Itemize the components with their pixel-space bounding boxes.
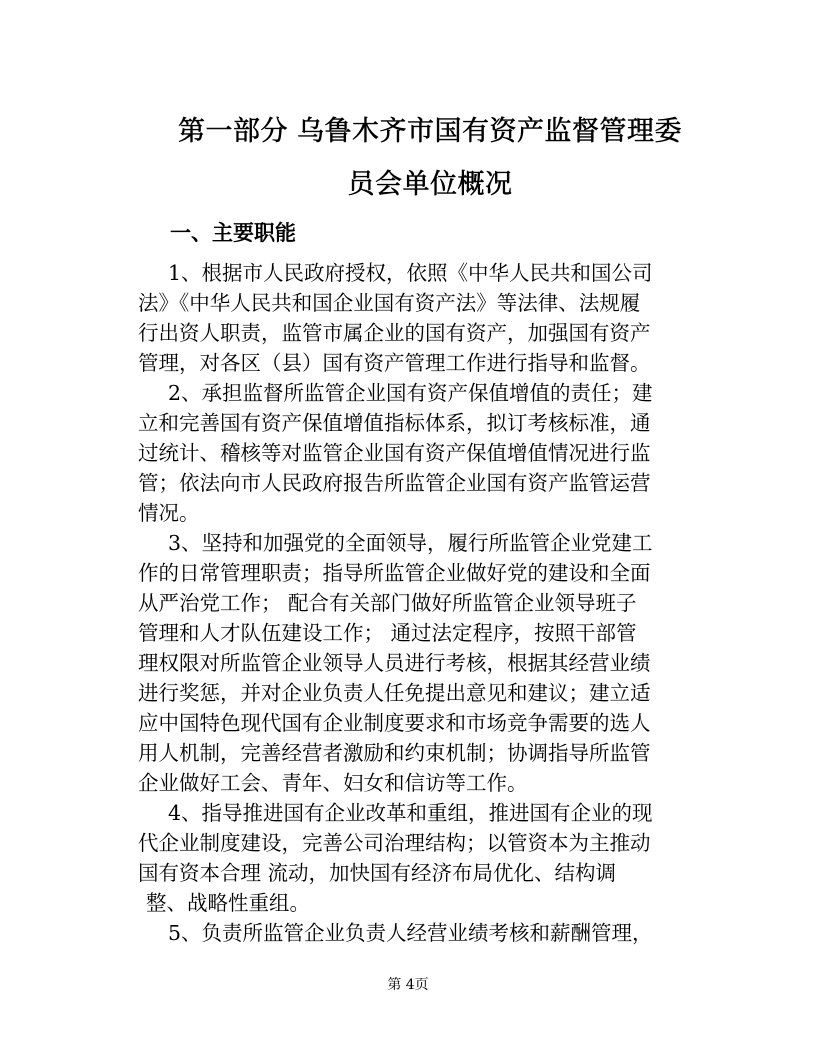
body-line: 管；依法向市人民政府报告所监管企业国有资产监管运营 <box>138 471 651 495</box>
body-line: 作的日常管理职责；指导所监管企业做好党的建设和全面 <box>138 561 651 585</box>
body-line: 国有资本合理 流动，加快国有经济布局优化、结构调 <box>138 861 617 885</box>
body-line: 法》《中华人民共和国企业国有资产法》等法律、法规履 <box>138 291 641 315</box>
body-line: 1、根据市人民政府授权，依照《中华人民共和国公司 <box>168 261 653 285</box>
body-line: 从严治党工作； 配合有关部门做好所监管企业领导班子 <box>138 591 637 615</box>
body-line: 5、负责所监管企业负责人经营业绩考核和薪酬管理， <box>168 921 653 945</box>
body-line: 2、承担监督所监管企业国有资产保值增值的责任；建 <box>168 381 653 405</box>
document-title-line-1: 第一部分 乌鲁木齐市国有资产监督管理委 <box>177 116 683 147</box>
page-number: 第 4页 <box>387 977 429 993</box>
body-line: 情况。 <box>138 501 200 525</box>
body-line: 企业做好工会、青年、妇女和信访等工作。 <box>138 771 528 795</box>
body-line: 代企业制度建设，完善公司治理结构；以管资本为主推动 <box>138 831 651 855</box>
body-line: 整、战略性重组。 <box>146 891 310 915</box>
body-line: 4、指导推进国有企业改革和重组，推进国有企业的现 <box>168 801 653 825</box>
section-heading: 一、主要职能 <box>170 221 296 245</box>
body-line: 进行奖惩，并对企业负责人任免提出意见和建议；建立适 <box>138 681 651 705</box>
body-line: 立和完善国有资产保值增值指标体系，拟订考核标准，通 <box>138 411 651 435</box>
body-line: 理权限对所监管企业领导人员进行考核，根据其经营业绩 <box>138 651 651 675</box>
body-line: 3、坚持和加强党的全面领导，履行所监管企业党建工 <box>168 531 653 555</box>
body-line: 应中国特色现代国有企业制度要求和市场竞争需要的选人 <box>138 711 651 735</box>
body-line: 用人机制，完善经营者激励和约束机制；协调指导所监管 <box>138 741 651 765</box>
body-line: 管理，对各区（县）国有资产管理工作进行指导和监督。 <box>138 351 651 375</box>
body-line: 行出资人职责，监管市属企业的国有资产，加强国有资产 <box>138 321 651 345</box>
body-line: 管理和人才队伍建设工作； 通过法定程序，按照干部管 <box>138 621 637 645</box>
body-line: 过统计、稽核等对监管企业国有资产保值增值情况进行监 <box>138 441 651 465</box>
document-title-line-2: 员会单位概况 <box>347 169 513 200</box>
